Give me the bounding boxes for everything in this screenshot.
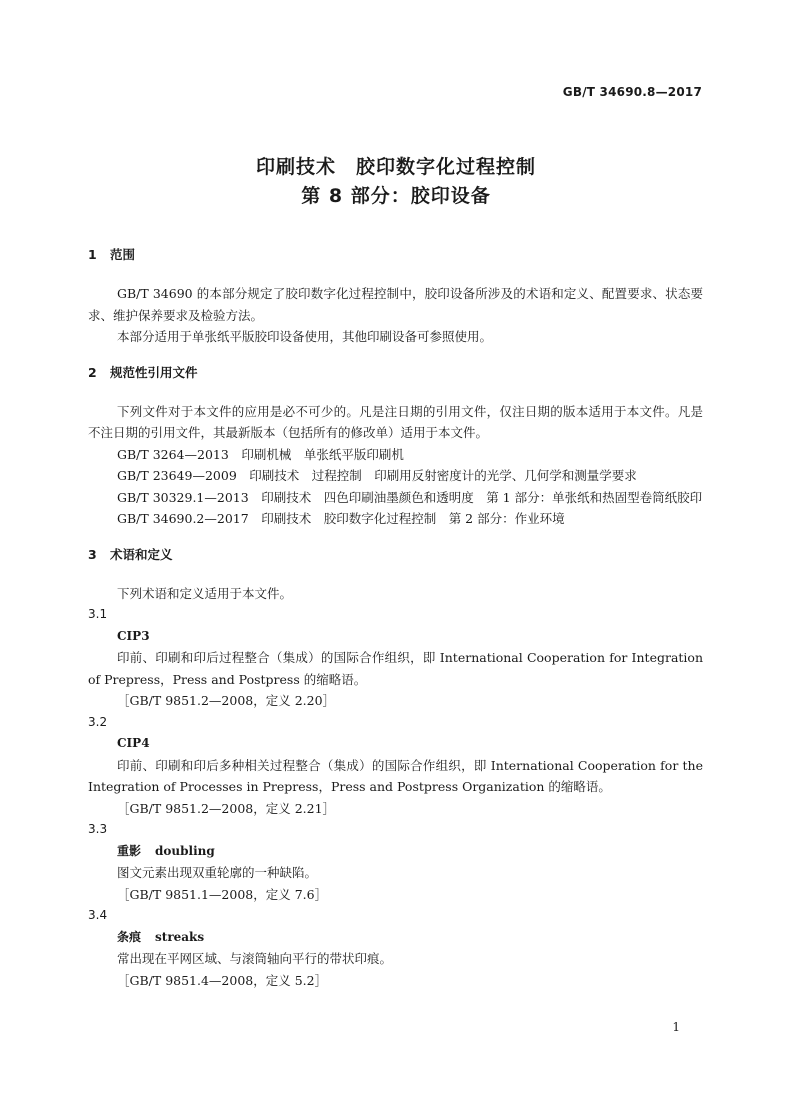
section-number: 1 [88,247,97,262]
section-heading-terms [88,544,703,565]
term-source: ［GB/T 9851.4—2008，定义 5.2］ [117,972,328,988]
term-definition: 图文元素出现双重轮廓的一种缺陷。 [117,865,318,880]
term-english: CIP4 [117,736,150,750]
paragraph: 下列术语和定义适用于本文件。 [117,585,293,601]
term-entry [88,626,703,648]
reference-item: GB/T 3264—2013 印刷机械 单张纸平版印刷机 [117,446,404,462]
paragraph: 本部分适用于单张纸平版胶印设备使用，其他印刷设备可参照使用。 [117,329,493,344]
term-source: ［GB/T 9851.2—2008，定义 2.20］ [117,693,336,708]
section-heading-scope [88,244,703,265]
term-english: doubling [155,843,215,858]
term-definition: 印前、印刷和印后多种相关过程整合（集成）的国际合作组织，即 International Cooperation for the Integration of Processes in Prepress，Press and Postpress Organization 的缩略语。 [88,757,703,794]
term-number: 3.4 [88,908,108,922]
term-source: ［GB/T 9851.1—2008，定义 7.6］ [117,886,328,902]
section-number: 2 [88,364,97,380]
term-number: 3.1 [88,607,108,621]
term-english: CIP3 [117,628,150,643]
term-number: 3.2 [88,714,108,729]
reference-item: GB/T 30329.1—2013 印刷技术 四色印刷油墨颜色和透明度 第 1 部分：单张纸和热固型卷筒纸胶印 [117,489,703,505]
term-entry [88,841,703,863]
term-entry [88,927,703,949]
paragraph: GB/T 34690 的本部分规定了胶印数字化过程控制中，胶印设备所涉及的术语和定义、配置要求、状态要求、维护保养要求及检验方法。 [88,286,703,323]
document-title-line1: 印刷技术 胶印数字化过程控制 [255,156,536,178]
section-title: 术语和定义 [110,546,173,562]
document-body [88,244,703,991]
section-heading-normative-references [88,362,703,383]
term-entry [88,733,703,755]
reference-item: GB/T 34690.2—2017 印刷技术 胶印数字化过程控制 第 2 部分：作业环境 [117,511,565,526]
term-chinese: 条痕 [117,929,142,944]
term-chinese: 重影 [117,843,142,858]
reference-item: GB/T 23649—2009 印刷技术 过程控制 印刷用反射密度计的光学、几何学和测量学要求 [117,468,637,483]
term-source: ［GB/T 9851.2—2008，定义 2.21］ [117,800,336,816]
term-number: 3.3 [88,822,108,836]
paragraph: 下列文件对于本文件的应用是必不可少的。凡是注日期的引用文件，仅注日期的版本适用于本文件。凡是不注日期的引用文件，其最新版本（包括所有的修改单）适用于本文件。 [88,403,703,440]
term-definition: 印前、印刷和印后过程整合（集成）的国际合作组织，即 International Cooperation for Integration of Prepress，Press and Postpress 的缩略语。 [88,650,703,687]
section-title: 范围 [110,247,136,262]
page-number: 1 [672,1020,680,1034]
section-number: 3 [88,546,97,562]
document-title-line2: 第 8 部分：胶印设备 [301,185,491,207]
section-title: 规范性引用文件 [110,364,198,380]
term-definition: 常出现在平网区域、与滚筒轴向平行的带状印痕。 [117,951,393,966]
standard-number: GB/T 34690.8—2017 [562,85,702,99]
term-english: streaks [155,929,205,944]
